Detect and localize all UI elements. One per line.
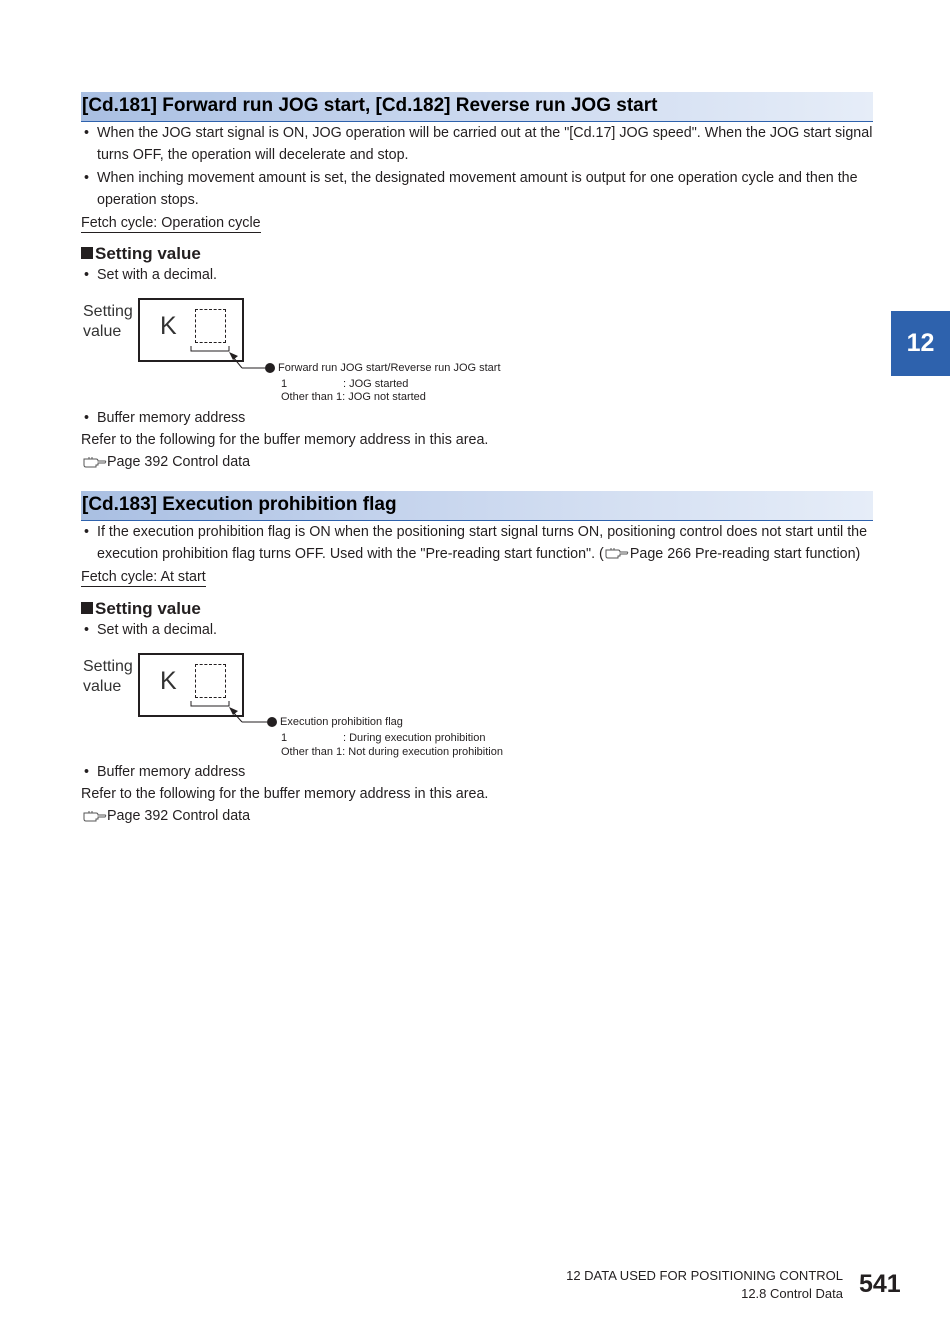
- bullet-text: Set with a decimal.: [97, 267, 217, 283]
- section-title: [Cd.183] Execution prohibition flag: [82, 494, 397, 515]
- bullet-dot-icon: •: [84, 410, 90, 426]
- setting-value-diagram: [82, 298, 522, 408]
- refer-text: Refer to the following for the buffer memory address in this area.: [81, 432, 489, 448]
- item-title: Forward run JOG start/Reverse run JOG start: [278, 362, 501, 374]
- page-reference-text[interactable]: Page 392 Control data: [107, 808, 251, 824]
- bullet-text: Buffer memory address: [97, 410, 246, 426]
- bullet-dot-icon: [265, 363, 275, 373]
- bullet-dot-icon: •: [84, 764, 90, 780]
- page-number: 541: [859, 1270, 901, 1298]
- item-title: Execution prohibition flag: [280, 716, 403, 728]
- leader-line: [82, 653, 282, 733]
- bullet-dot-icon: •: [84, 622, 90, 638]
- bullet-dot-icon: [267, 717, 277, 727]
- section-title: [Cd.181] Forward run JOG start, [Cd.182] Reverse run JOG start: [82, 95, 658, 116]
- leader-line: [82, 298, 282, 378]
- bullet-text: When inching movement amount is set, the designated movement amount is output for one operation cycle and then the operation stops.: [97, 170, 858, 208]
- value-row-desc: : JOG started: [343, 378, 409, 390]
- chapter-tab[interactable]: 12: [891, 311, 950, 376]
- square-bullet-icon: [81, 247, 93, 259]
- value-row-key: 1: [281, 732, 288, 744]
- bullet-text-cont: execution prohibition flag turns OFF. Used with the "Pre-reading start function". (: [97, 546, 604, 562]
- page-reference-link[interactable]: [83, 805, 250, 827]
- bullet-item: [84, 122, 874, 166]
- setting-heading-text: Setting value: [95, 244, 201, 263]
- setting-value-heading: [81, 598, 201, 620]
- bullet-dot-icon: •: [84, 170, 90, 186]
- bullet-text: When the JOG start signal is ON, JOG operation will be carried out at the "[Cd.17] JOG speed". When the JOG start signal turns OFF, the operation will decelerate and stop.: [97, 125, 873, 163]
- footer-chapter: 12 DATA USED FOR POSITIONING CONTROL: [566, 1268, 843, 1283]
- setting-heading-text: Setting value: [95, 599, 201, 618]
- pointing-hand-icon: [604, 546, 630, 560]
- section-header-cd183: [81, 491, 873, 521]
- bullet-item: [84, 521, 874, 565]
- pointing-hand-icon: [83, 455, 107, 469]
- bullet-item: [84, 619, 874, 641]
- value-row-key: 1: [281, 378, 288, 390]
- page-reference-link[interactable]: [83, 451, 250, 473]
- square-bullet-icon: [81, 602, 93, 614]
- setting-value-heading: [81, 243, 201, 265]
- bullet-text: If the execution prohibition flag is ON when the positioning start signal turns ON, positioning control does not start until the: [97, 524, 868, 540]
- footer-section: 12.8 Control Data: [741, 1286, 843, 1301]
- refer-text: Refer to the following for the buffer memory address in this area.: [81, 786, 489, 802]
- value-row: Other than 1: Not during execution prohibition: [281, 746, 503, 758]
- pointing-hand-icon: [83, 809, 107, 823]
- setting-value-label: Setting value: [83, 303, 133, 340]
- bullet-item: [84, 264, 874, 286]
- bullet-text: Set with a decimal.: [97, 622, 217, 638]
- fetch-cycle: Fetch cycle: Operation cycle: [81, 215, 261, 231]
- bullet-item: [84, 407, 874, 429]
- value-row-desc: : During execution prohibition: [343, 732, 486, 744]
- value-row: Other than 1: JOG not started: [281, 391, 426, 403]
- section-header-cd181: [81, 92, 873, 122]
- bullet-dot-icon: •: [84, 267, 90, 283]
- bullet-dot-icon: •: [84, 524, 90, 540]
- fetch-cycle: Fetch cycle: At start: [81, 569, 206, 585]
- bullet-item: [84, 761, 874, 783]
- bullet-item: [84, 167, 874, 211]
- bullet-text: Buffer memory address: [97, 764, 246, 780]
- decimal-prefix: K: [160, 312, 177, 340]
- inline-page-reference[interactable]: Page 266 Pre-reading start function): [629, 546, 861, 562]
- page-reference-text[interactable]: Page 392 Control data: [107, 454, 251, 470]
- bullet-dot-icon: •: [84, 125, 90, 141]
- decimal-prefix: K: [160, 667, 177, 695]
- setting-value-label: Setting value: [83, 658, 133, 695]
- setting-value-diagram: [82, 653, 522, 763]
